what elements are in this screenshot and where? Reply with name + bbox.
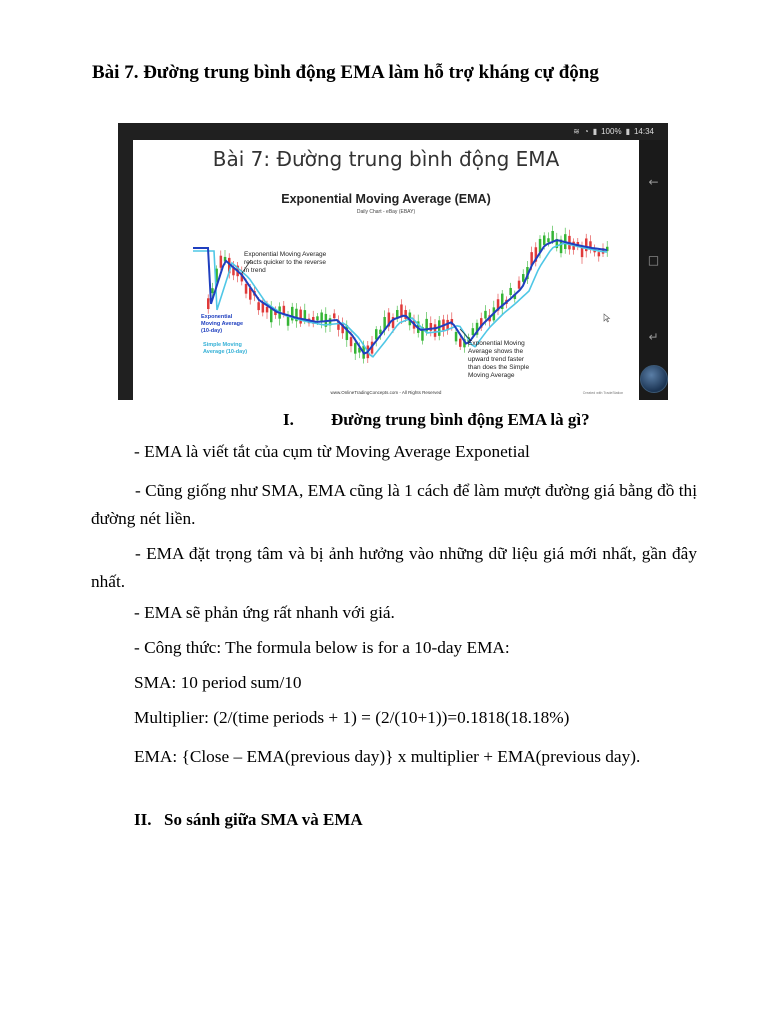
- candle-body: [207, 298, 210, 309]
- annotation-line: Exponential Moving: [468, 340, 525, 347]
- back-arrow-icon[interactable]: ←: [648, 175, 659, 189]
- candle-body: [333, 313, 336, 318]
- bullet-ema-like-sma: - Cũng giống như SMA, EMA cũng là 1 cách để làm mượt đường giá bằng đồ thị đường nét liền.: [91, 481, 697, 528]
- section-2-number: II.: [134, 810, 152, 829]
- candle-body: [211, 288, 214, 293]
- candle-body: [245, 284, 248, 294]
- section-2-heading: [134, 810, 363, 830]
- candle-body: [547, 238, 550, 242]
- bullet-ema-reaction: - EMA sẽ phản ứng rất nhanh với giá.: [134, 603, 395, 622]
- document-title: Bài 7. Đường trung bình động EMA làm hỗ trợ kháng cự động: [92, 62, 599, 83]
- candle-body: [220, 256, 223, 268]
- section-1-title: Đường trung bình động EMA là gì?: [331, 410, 590, 429]
- candle-body: [287, 316, 290, 325]
- sma-label-line: Simple Moving: [203, 342, 242, 348]
- candle-body: [589, 241, 592, 247]
- ema-label-line: (10-day): [201, 328, 223, 334]
- annotation-line: Moving Average: [468, 372, 515, 379]
- section-1-heading: [283, 410, 590, 430]
- section-2-title: So sánh giữa SMA và EMA: [164, 810, 363, 829]
- status-bar: [573, 125, 654, 138]
- formula-ema: EMA: {Close – EMA(previous day)} x multiplier + EMA(previous day).: [134, 747, 641, 766]
- candle-body: [299, 310, 302, 324]
- presentation-slide: [133, 140, 639, 400]
- status-time: 14:34: [633, 127, 654, 136]
- candle-body: [354, 343, 357, 354]
- bullet-ema-definition: - EMA là viết tắt của cụm từ Moving Average Exponetial: [134, 442, 530, 461]
- candlesticks: [207, 226, 609, 364]
- ema-chart: [133, 140, 639, 400]
- candle-body: [472, 328, 475, 335]
- sma-label-line: Average (10-day): [203, 349, 248, 355]
- candle-body: [316, 316, 319, 320]
- alarm-icon: ◔: [583, 127, 589, 136]
- ema-label-line: Exponential: [201, 314, 233, 320]
- annotation-line: Exponential Moving Average: [244, 251, 327, 258]
- slide-title: Bài 7: Đường trung bình động EMA: [212, 147, 560, 171]
- bullet-formula: - Công thức: The formula below is for a 10-day EMA:: [134, 638, 510, 657]
- section-1-number: I.: [283, 410, 294, 429]
- chart-footer: www.OnlineTradingConcepts.com - All Rights Reserved: [330, 390, 442, 395]
- home-square-icon[interactable]: □: [647, 253, 660, 267]
- candle-body: [350, 337, 353, 346]
- annotation-line: in trend: [244, 267, 266, 274]
- annotation-line: upward trend faster: [468, 356, 525, 363]
- chart-subtitle: Daily Chart - eBay (EBAY): [356, 209, 416, 215]
- bullet-ema-focus: - EMA đặt trọng tâm và bị ảnh hưởng vào những dữ liệu giá mới nhất, gần đây nhất.: [91, 544, 697, 591]
- recent-apps-icon[interactable]: ↵: [648, 330, 659, 344]
- mouse-cursor-icon: [604, 314, 610, 322]
- battery-level: 100%: [601, 127, 622, 136]
- candle-body: [257, 302, 260, 310]
- annotation-top-left: [244, 251, 327, 274]
- candle-body: [266, 307, 269, 313]
- candle-body: [455, 332, 458, 341]
- signal-icon: ▮: [592, 127, 598, 136]
- annotation-line: than does the Simple: [468, 364, 530, 371]
- chart-title: Exponential Moving Average (EMA): [281, 192, 491, 206]
- candle-body: [434, 324, 437, 336]
- ema-label: [201, 314, 243, 334]
- candle-body: [551, 231, 554, 241]
- candle-body: [543, 235, 546, 244]
- formula-sma: SMA: 10 period sum/10: [134, 673, 302, 692]
- candle-body: [262, 303, 265, 312]
- annotation-line: reacts quicker to the reverse: [244, 259, 327, 266]
- chart-credit: Created with TradeStation: [582, 391, 624, 395]
- candle-body: [598, 252, 601, 256]
- candle-body: [459, 339, 462, 347]
- device-side-bar: [639, 140, 668, 400]
- wifi-icon: ≋: [573, 127, 580, 136]
- candle-body: [375, 329, 378, 339]
- formula-multiplier: Multiplier: (2/(time periods + 1) = (2/(10+1))=0.1818(18.18%): [134, 708, 570, 727]
- embedded-screenshot: [118, 123, 668, 400]
- floating-assistant-icon[interactable]: [640, 365, 668, 393]
- candle-body: [518, 281, 521, 289]
- candle-body: [509, 288, 512, 295]
- battery-icon: ▮: [625, 127, 630, 136]
- annotation-line: Average shows the: [468, 348, 524, 355]
- candle-body: [484, 311, 487, 319]
- ema-label-line: Moving Average: [201, 321, 244, 327]
- annotation-bottom-right: [468, 340, 529, 379]
- sma-label: [203, 342, 247, 355]
